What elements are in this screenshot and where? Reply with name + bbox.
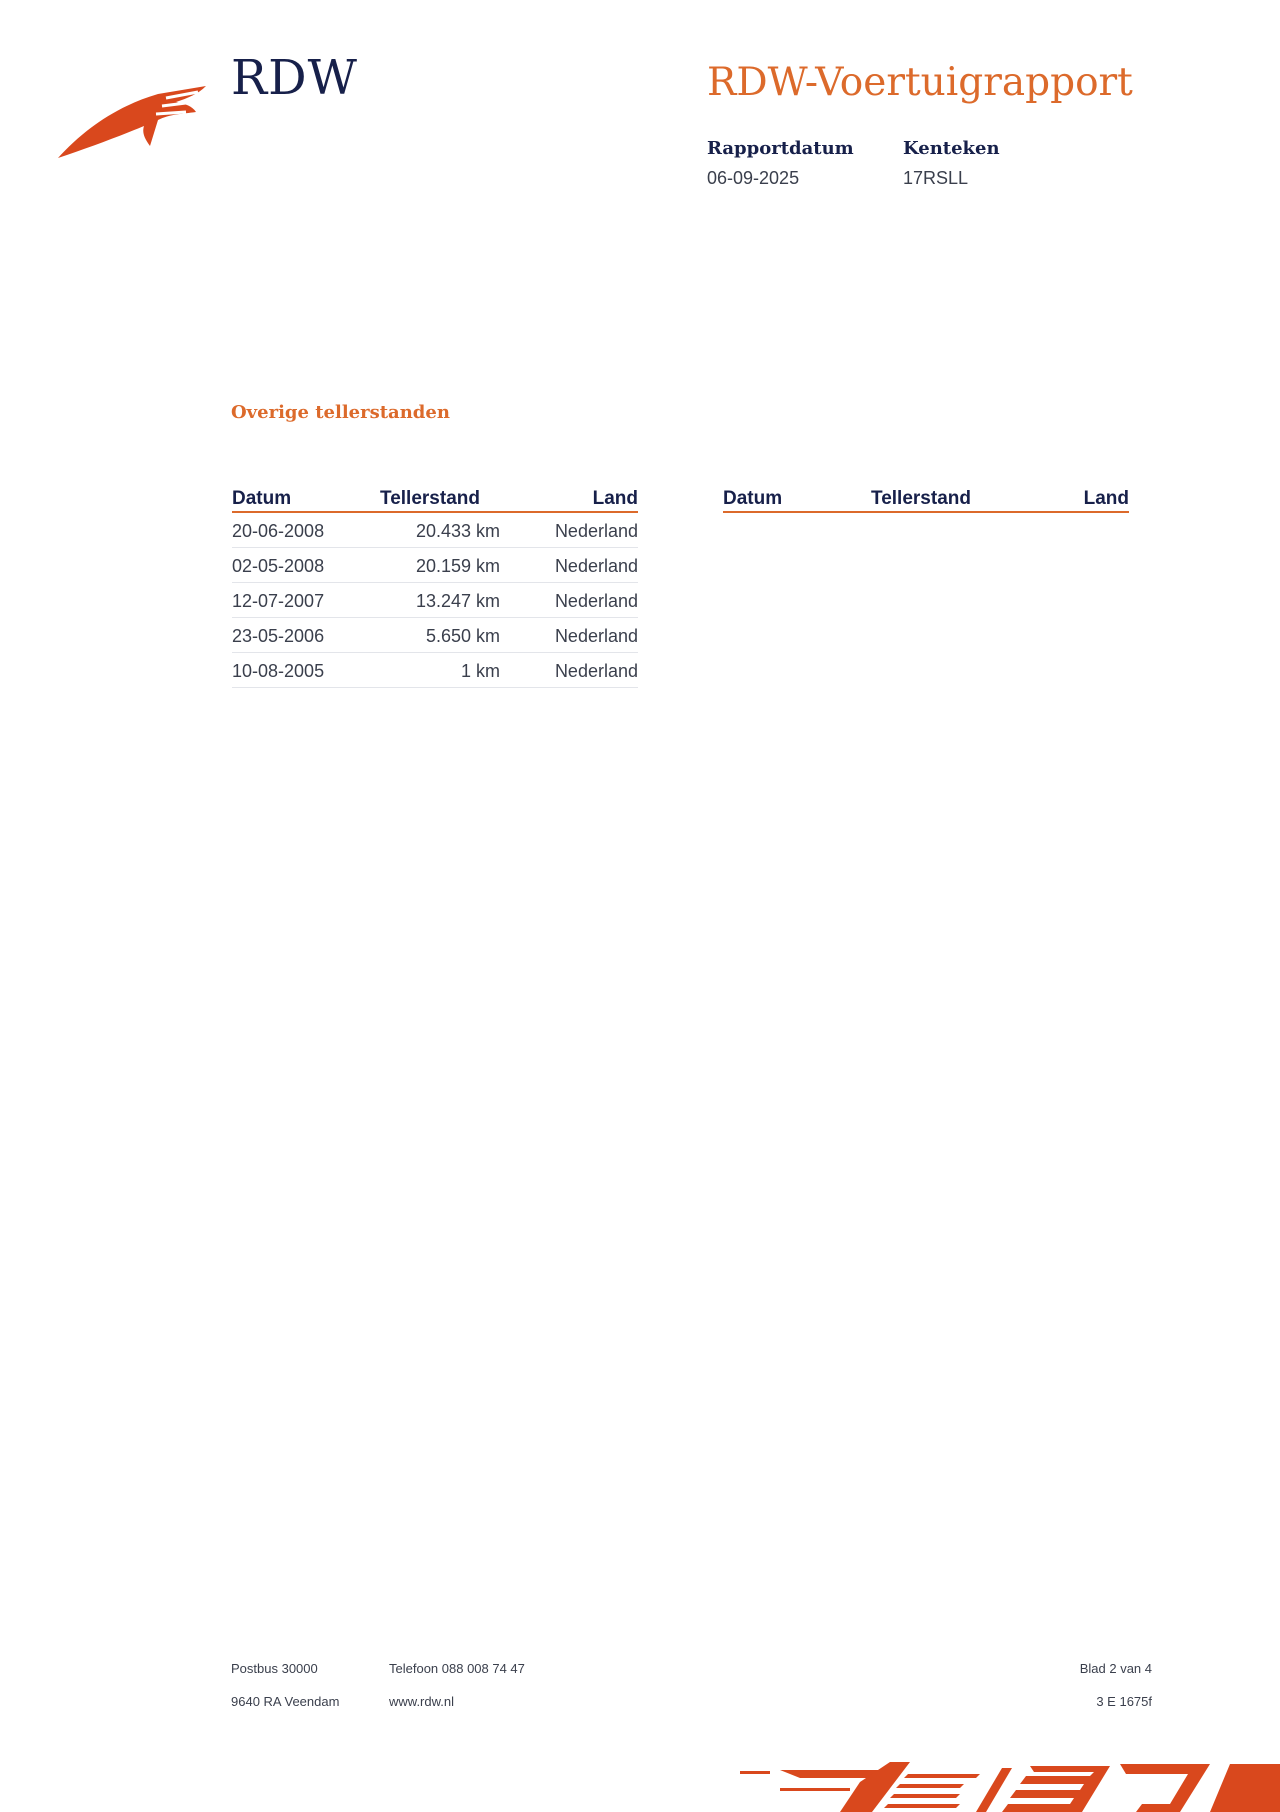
cell-count: 5.650 km [360,618,500,653]
footer-document-code: 3 E 1675f [1096,1694,1152,1709]
cell-date: 23-05-2006 [232,618,360,653]
cell-date: 10-08-2005 [232,653,360,688]
column-header-count: Tellerstand [851,486,991,512]
column-header-country: Land [991,486,1129,512]
cell-date: 20-06-2008 [232,512,360,548]
report-title: RDW-Voertuigrapport [707,60,1133,105]
cell-country: Nederland [500,548,638,583]
meta-value-license-plate: 17RSLL [903,168,969,188]
rdw-stripes-decoration-icon [740,1760,1280,1812]
footer-website[interactable]: www.rdw.nl [389,1694,455,1709]
cell-country: Nederland [500,653,638,688]
footer-address: 9640 RA Veendam [231,1694,340,1709]
table-header-row [723,486,1129,512]
meta-label-license-plate: Kenteken [903,138,1000,159]
meta-value-report-date: 06-09-2025 [707,168,800,188]
table-header-row [232,486,638,512]
table-row [232,618,638,653]
footer-phone: Telefoon 088 008 74 47 [389,1661,525,1676]
cell-count: 20.433 km [360,512,500,548]
odometer-table-right [723,486,1129,513]
cell-country: Nederland [500,512,638,548]
meta-label-report-date: Rapportdatum [707,138,854,159]
cell-count: 20.159 km [360,548,500,583]
section-title: Overige tellerstanden [231,402,450,423]
cell-count: 13.247 km [360,583,500,618]
table-row [232,512,638,548]
column-header-date: Datum [232,486,360,512]
rdw-feather-logo-icon [58,84,208,160]
table-row [232,548,638,583]
column-header-date: Datum [723,486,851,512]
odometer-table-left [232,486,638,688]
cell-country: Nederland [500,583,638,618]
table-row [232,583,638,618]
column-header-country: Land [500,486,638,512]
footer-page-number: Blad 2 van 4 [1079,1661,1152,1676]
column-header-count: Tellerstand [360,486,500,512]
brand-name: RDW [231,50,358,106]
cell-date: 02-05-2008 [232,548,360,583]
cell-count: 1 km [360,653,500,688]
table-row [232,653,638,688]
footer-postbus: Postbus 30000 [231,1661,318,1676]
cell-country: Nederland [500,618,638,653]
cell-date: 12-07-2007 [232,583,360,618]
